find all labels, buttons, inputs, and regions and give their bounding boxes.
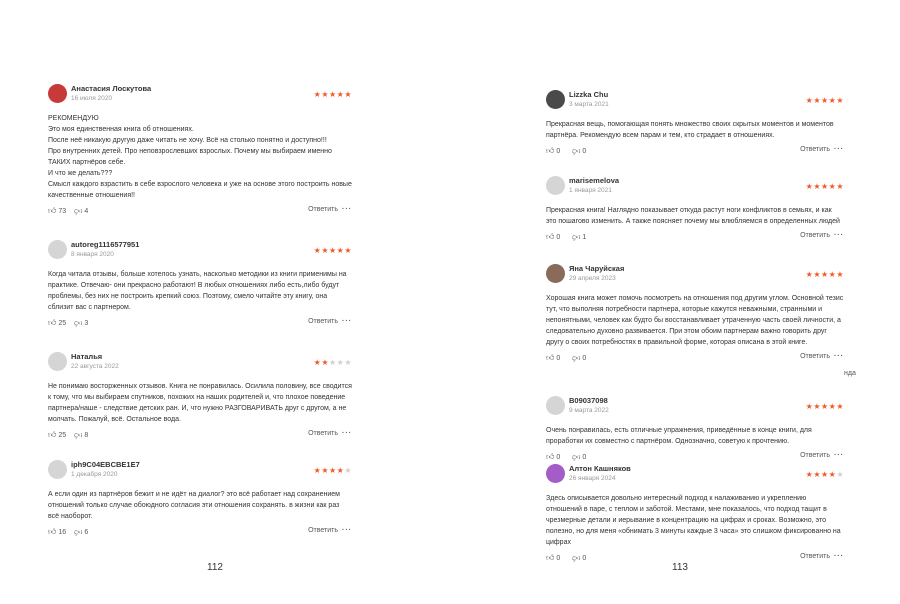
reply-button[interactable]: Ответить [800,146,830,153]
dislike-button[interactable] [74,527,88,537]
page-number: 113 [672,562,688,573]
dislike-count: 3 [84,320,89,327]
star-icon: ★ [805,96,814,105]
review-paragraph: Хорошая книга может помочь посмотреть на отношения под другим углом. Основной тезис тут, что выполняя потребности партнера, которые кажутся неважными, странными и непонятными, человек как будто бы восстанавливает утраченную часть своей личности, а следовательно духовно развивается. При этом обоим партнерам важно говорить друг другу о своих потребностях в правильной форме, которая описана в этой книге. [546,295,844,346]
star-icon: ★ [813,402,821,411]
review-8 [546,396,844,464]
reviewer-name[interactable]: marisemelova [569,176,620,185]
star-icon: ★ [805,270,814,279]
star-icon: ★ [328,466,337,475]
star-icon: ★ [328,246,337,255]
star-icon: ★ [828,182,837,191]
review-header [546,176,844,200]
review-actions [546,452,844,464]
star-icon: ★ [820,96,829,105]
avatar[interactable] [48,240,67,259]
reviewer-name[interactable]: Алтон Кашняков [569,464,631,473]
star-icon: ★ [313,358,322,367]
star-icon: ★ [344,358,352,367]
review-2 [48,240,352,330]
rating-stars [806,402,844,411]
star-icon: ★ [336,90,345,99]
star-icon: ★ [836,182,844,191]
star-icon: ★ [805,182,814,191]
star-icon: ★ [813,470,821,479]
review-header [48,352,352,376]
reviewer-name[interactable]: B09037098 [569,396,608,405]
star-icon: ★ [321,466,329,475]
like-button[interactable] [546,553,560,563]
review-actions [48,527,352,539]
stray-text: нда [844,370,856,377]
rating-stars [314,90,352,99]
dislike-count: 0 [582,454,587,461]
rating-stars [314,246,352,255]
like-count: 0 [556,148,561,155]
star-icon: ★ [313,90,322,99]
review-actions [546,232,844,244]
thumbs-down-icon: 👍︎ [572,354,581,363]
reviewer-name[interactable]: iph9C04EBCBE1E7 [71,460,140,469]
star-icon: ★ [820,270,829,279]
avatar[interactable] [48,460,67,479]
star-icon: ★ [344,246,352,255]
review-paragraph: Когда читала отзывы, больше хотелось узнать, насколько методики из книги применимы на практике. Отвечаю- они прекрасно работают! В любых отношениях либо есть,либо будут проблемы, без них не построить крепкий союз. Поэтому, смело читайте эту книгу, она сблизит вас с партнером. [48,271,347,311]
review-4 [48,460,352,539]
star-icon: ★ [828,270,837,279]
review-paragraph: Прекрасная вещь, помогающая понять множество своих скрытых моментов и моментов партнёра. Рекомендую всем парам и тем, кто страдает в отношениях. [546,121,834,139]
star-icon: ★ [813,96,821,105]
review-date: 1 января 2021 [569,187,612,194]
like-button[interactable] [48,206,66,216]
review-text [546,493,844,548]
like-button[interactable] [546,452,560,462]
review-actions [48,430,352,442]
thumbs-down-icon: 👍︎ [572,147,581,156]
like-button[interactable] [48,527,66,537]
review-6 [546,176,844,244]
reply-button[interactable]: Ответить [800,452,830,459]
more-options-icon[interactable]: ··· [834,452,844,459]
reviewer-name[interactable]: Яна Чаруйская [569,264,625,273]
review-date: 9 марта 2022 [569,407,609,414]
rating-stars [806,182,844,191]
reply-button[interactable]: Ответить [800,553,830,560]
star-icon: ★ [805,470,814,479]
dislike-count: 0 [582,555,587,562]
review-paragraph: Смысл каждого взрастить в себе взрослого человека и уже на основе этого построить новые качественные отношения!! [48,181,352,199]
star-icon: ★ [820,402,829,411]
thumbs-up-icon: 👍︎ [546,353,555,362]
dislike-button[interactable] [74,318,88,328]
review-date: 3 марта 2021 [569,101,609,108]
thumbs-down-icon: 👍︎ [572,233,581,242]
dislike-count: 8 [84,432,89,439]
thumbs-up-icon: 👍︎ [546,146,555,155]
review-paragraph: Прекрасная книга! Наглядно показывает откуда растут ноги конфликтов в семьях, и как это пошагово изменить. А также поясняет почему мы влюбляемся в определенных людей [546,207,840,225]
review-paragraph: Не понимаю восторженных отзывов. Книга не понравилась. Осилила половину, все сводится к тому, что мы выбираем спутников, похожих на наших родителей и, что плохое поведение партнера/наше - следствие детских ран. И, что нужно РАЗГОВАРИВАТЬ друг с другом, а не молчать. Пожалуй, всё. Остальное вода. [48,383,352,423]
review-3 [48,352,352,442]
dislike-count: 0 [582,355,587,362]
avatar[interactable] [546,464,565,483]
thumbs-up-icon: 👍︎ [48,430,57,439]
reply-button[interactable]: Ответить [308,318,338,325]
like-count: 0 [556,454,561,461]
review-header [546,464,844,488]
like-count: 16 [58,529,67,536]
avatar[interactable] [546,176,565,195]
review-text [546,119,844,141]
review-actions [546,146,844,158]
reply-button[interactable]: Ответить [308,430,338,437]
review-7 [546,264,844,365]
dislike-button[interactable] [74,430,88,440]
review-actions [546,553,844,565]
star-icon: ★ [828,96,837,105]
more-options-icon[interactable]: ··· [834,353,844,360]
review-5 [546,90,844,158]
reply-button[interactable]: Ответить [308,527,338,534]
thumbs-down-icon: 👍︎ [74,207,83,216]
more-options-icon[interactable]: ··· [834,232,844,239]
review-paragraph: Очень понравилась, есть отличные упражнения, приведённые в конце книги, для проработки их совместно с партнёром. Однозначно, советую к прочтению. [546,427,812,445]
review-text [546,205,844,227]
dislike-button[interactable] [572,232,586,242]
review-1 [48,84,352,218]
like-count: 0 [556,555,561,562]
thumbs-down-icon: 👍︎ [74,319,83,328]
like-button[interactable] [546,232,560,242]
review-header [546,264,844,288]
star-icon: ★ [321,90,329,99]
thumbs-down-icon: 👍︎ [572,453,581,462]
reviewer-name[interactable]: Lizzka Chu [569,90,609,99]
review-actions [48,206,352,218]
more-options-icon[interactable]: ··· [342,318,352,325]
more-options-icon[interactable]: ··· [834,553,844,560]
thumbs-down-icon: 👍︎ [74,431,83,440]
thumbs-down-icon: 👍︎ [74,528,83,537]
star-icon: ★ [813,182,821,191]
like-count: 0 [556,355,561,362]
dislike-button[interactable] [572,452,586,462]
review-date: 26 января 2024 [569,475,616,482]
review-text [48,113,352,201]
review-date: 29 апреля 2023 [569,275,616,282]
review-text [546,425,844,447]
star-icon: ★ [321,246,329,255]
review-date: 22 августа 2022 [71,363,119,370]
review-paragraph: И что же делать??? [48,170,113,177]
star-icon: ★ [828,470,837,479]
review-paragraph: Про внутренних детей. Про неповзрослевших взрослых. Почему мы выбираем именно ТАКИХ партнёров себе. [48,148,332,166]
star-icon: ★ [328,90,337,99]
dislike-count: 6 [84,529,89,536]
rating-stars [314,358,352,367]
dislike-count: 0 [582,148,587,155]
dislike-count: 4 [84,208,89,215]
star-icon: ★ [836,402,844,411]
star-icon: ★ [313,246,322,255]
rating-stars [806,470,844,479]
thumbs-up-icon: 👍︎ [546,232,555,241]
review-paragraph: РЕКОМЕНДУЮ [48,115,99,122]
thumbs-down-icon: 👍︎ [572,554,581,563]
star-icon: ★ [336,246,345,255]
star-icon: ★ [344,90,352,99]
reviewer-name[interactable]: Наталья [71,352,103,361]
dislike-button[interactable] [572,146,586,156]
review-header [48,240,352,264]
like-count: 0 [556,234,561,241]
thumbs-up-icon: 👍︎ [48,527,57,536]
review-paragraph: Это моя единственная книга об отношениях. [48,126,194,133]
avatar[interactable] [546,396,565,415]
thumbs-up-icon: 👍︎ [48,318,57,327]
avatar[interactable] [48,352,67,371]
avatar[interactable] [546,264,565,283]
star-icon: ★ [828,402,837,411]
review-date: 8 января 2020 [71,251,114,258]
reviewer-name[interactable]: Анастасия Лоскутова [71,84,152,93]
reply-button[interactable]: Ответить [308,206,338,213]
review-paragraph: А если один из партнёров бежит и не идёт на диалог? это всё работает над сохранением отношений только случае обоюдного согласия эти отношения сохранять. в жизни как раз всё наоборот. [48,491,340,520]
page-number: 112 [207,562,223,573]
review-header [546,90,844,114]
more-options-icon[interactable]: ··· [342,527,352,534]
more-options-icon[interactable]: ··· [342,430,352,437]
thumbs-up-icon: 👍︎ [48,206,57,215]
rating-stars [806,270,844,279]
review-text [546,293,844,348]
like-button[interactable] [48,430,66,440]
star-icon: ★ [336,466,345,475]
like-count: 25 [58,320,67,327]
star-icon: ★ [813,270,821,279]
avatar[interactable] [546,90,565,109]
review-date: 1 декабря 2020 [71,471,118,478]
review-date: 16 июля 2020 [71,95,112,102]
star-icon: ★ [836,270,844,279]
rating-stars [806,96,844,105]
like-button[interactable] [48,318,66,328]
reviewer-name[interactable]: autoreg1116577951 [71,240,140,249]
review-text [48,489,352,522]
dislike-button[interactable] [572,553,586,563]
review-paragraph: После неё никакую другую даже читать не хочу. Всё на столько понятно и доступно!!! [48,137,327,144]
more-options-icon[interactable]: ··· [834,146,844,153]
review-text [48,381,352,425]
star-icon: ★ [836,96,844,105]
like-count: 25 [58,432,67,439]
like-count: 73 [58,208,67,215]
like-button[interactable] [546,146,560,156]
star-icon: ★ [836,470,844,479]
star-icon: ★ [321,358,329,367]
star-icon: ★ [820,470,829,479]
star-icon: ★ [336,358,345,367]
reply-button[interactable]: Ответить [800,353,830,360]
star-icon: ★ [328,358,337,367]
review-header [48,460,352,484]
thumbs-up-icon: 👍︎ [546,553,555,562]
rating-stars [314,466,352,475]
star-icon: ★ [313,466,322,475]
more-options-icon[interactable]: ··· [342,206,352,213]
review-header [48,84,352,108]
dislike-button[interactable] [74,206,88,216]
like-button[interactable] [546,353,560,363]
review-text [48,269,352,313]
avatar[interactable] [48,84,67,103]
review-paragraph: Здесь описывается довольно интересный подход к налаживанию и укреплению отношений в паре, с теплом и заботой. Местами, мне показалось, что подход тащит в чрезмерные детали и иерывание в концентрацию на цифрах и сроках. Возможно, это полезно, но для меня «обнимать 3 минуты каждые 3 часа» это слишком фиксированно на цифрах [546,495,841,546]
review-header [546,396,844,420]
star-icon: ★ [344,466,352,475]
dislike-count: 1 [582,234,587,241]
thumbs-up-icon: 👍︎ [546,452,555,461]
dislike-button[interactable] [572,353,586,363]
star-icon: ★ [805,402,814,411]
star-icon: ★ [820,182,829,191]
review-actions [48,318,352,330]
review-actions [546,353,844,365]
review-9 [546,464,844,565]
reply-button[interactable]: Ответить [800,232,830,239]
